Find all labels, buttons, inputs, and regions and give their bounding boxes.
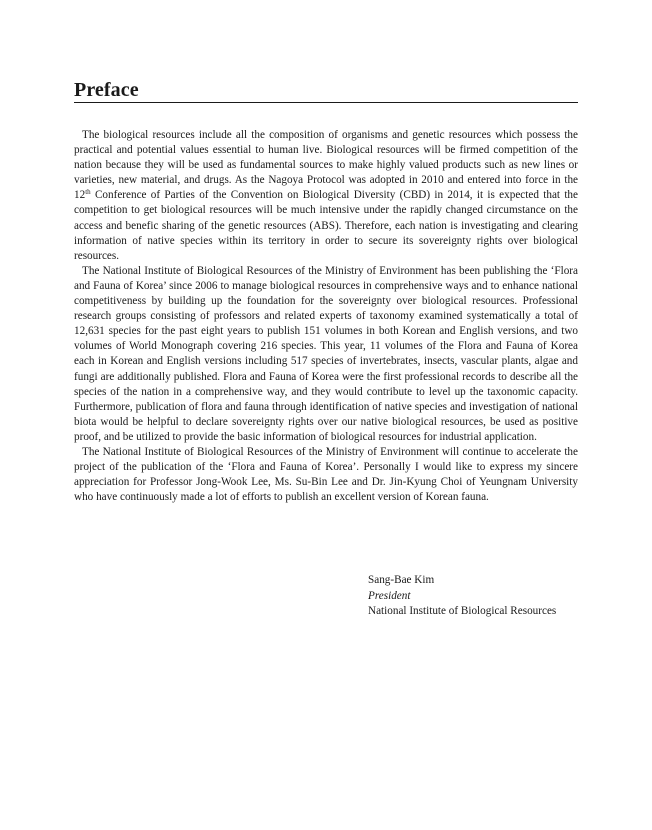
signatory-organization: National Institute of Biological Resources: [368, 605, 557, 617]
preface-body: [74, 128, 578, 505]
signatory-role: President: [368, 589, 411, 602]
page-title: Preface: [74, 79, 139, 101]
paragraph-1-text-a: The biological resources include all the composition of organisms and genetic resources which possess the practical and potential values essential to human live. Biological resources will be firmed competition of the nation because they will be used as fundamental sources to make highly valued products such as new lines or varieties, new material, and drugs. As the Nagoya Protocol was adopted in 2010 and entered into force in the 12: [74, 129, 578, 202]
title-rule: [74, 102, 578, 103]
paragraph-3: The National Institute of Biological Resources of the Ministry of Environment will continue to accelerate the project of the publication of the ‘Flora and Fauna of Korea’. Personally I would like to express my sincere appreciation for Professor Jong-Wook Lee, Ms. Su-Bin Lee and Dr. Jin-Kyung Choi of Yeungnam University who have continuously made a lot of efforts to publish an excellent version of Korean fauna.: [74, 445, 578, 504]
paragraph-1-text-b: Conference of Parties of the Convention on Biological Diversity (CBD) in 2014, it is expected that the competition to get biological resources will be much intensive under the rapidly changed circumstance on the access and benefic sharing of the genetic resources (ABS). Therefore, each nation is investigating and clearing information of native species within its territory in order to secure its sovereignty rights over biological resources.: [74, 189, 578, 262]
paragraph-1: [74, 128, 578, 264]
signatory-name: Sang-Bae Kim: [368, 574, 435, 586]
ordinal-superscript: th: [85, 188, 91, 197]
paragraph-2: The National Institute of Biological Resources of the Ministry of Environment has been publishing the ‘Flora and Fauna of Korea’ since 2006 to manage biological resources in comprehensive ways and to enhance national competitiveness by building up the foundation for the sovereignty over biological resources. Professional research groups consisting of professors and related experts of taxonomy examined systematically a total of 12,631 species for the past eight years to publish 151 volumes in both Korean and English versions, and two volumes of World Monograph covering 216 species. This year, 11 volumes of the Flora and Fauna of Korea each in Korean and English versions including 517 species of invertebrates, insects, vascular plants, algae and fungi are additionally published. Flora and Fauna of Korea were the first professional records to describe all the species of the nation in a comprehensive way, and they would contribute to level up the taxonomic capacity. Furthermore, publication of flora and fauna through identification of native species and investigation of national biota would be helpful to declare sovereignty rights over our native biological resources, be used as positive proof, and be utilized to provide the basic information of biological resources for industrial application.: [74, 264, 578, 443]
signature-block: [368, 573, 556, 620]
